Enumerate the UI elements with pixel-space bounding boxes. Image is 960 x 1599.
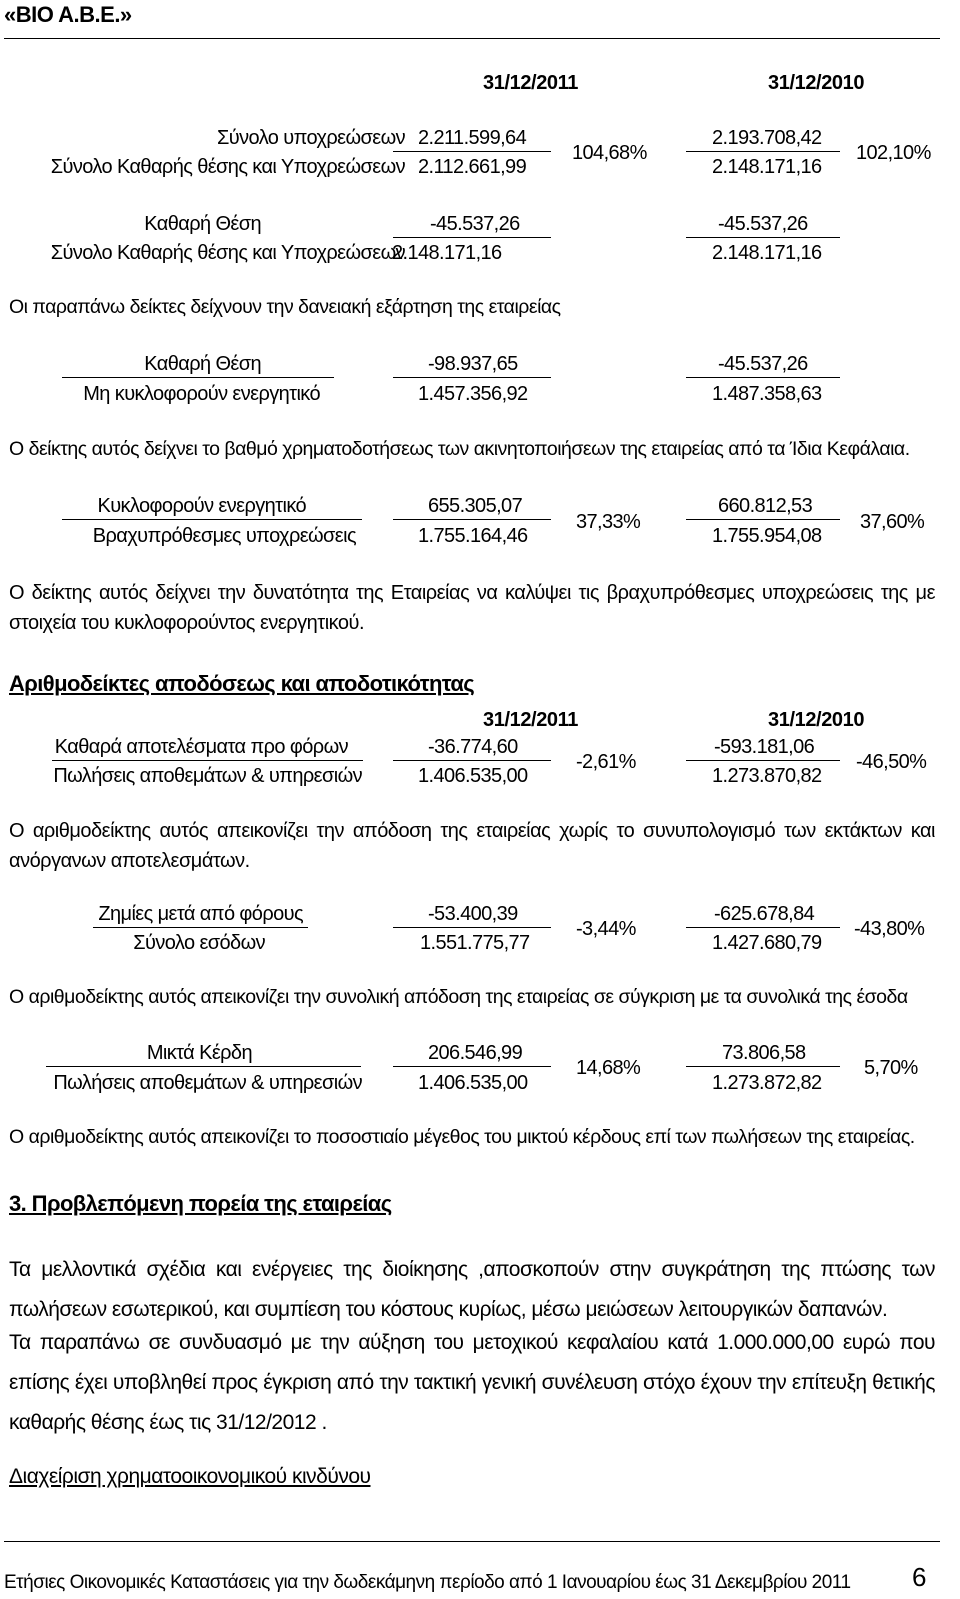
ratio4-pct-2010: 37,60% [860,511,925,533]
ratio3-top-2010: -45.537,26 [718,353,808,375]
ratio5-top-2011: -36.774,60 [428,736,518,758]
year-2010-header: 31/12/2010 [768,72,865,94]
ratio5-pct-2010: -46,50% [856,751,927,773]
ratio1-pct-2010: 102,10% [856,142,931,164]
ratio1-top-2011: 2.211.599,64 [418,127,527,149]
note-fixed-asset-financing: Ο δείκτης αυτός δείχνει το βαθμό χρηματοδοτήσεως των ακινητοποιήσεων της εταιρείας από τα Ίδια Κεφάλαια. [9,438,910,460]
forecast-paragraph-2: Τα παραπάνω σε συνδυασμό με την αύξηση του μετοχικού κεφαλαίου κατά 1.000.000,00 ευρώ που επίσης έχει υποβληθεί προς έγκριση από την τακτική γενική συνέλευση στόχο έχουν την επίτευξη θετικής καθαρής θέσης έως τις 31/12/2012 . [9,1331,935,1434]
ratio1-top-label: Σύνολο υποχρεώσεων [217,127,405,149]
ratio4-bottom-label: Βραχυπρόθεσμες υποχρεώσεις [92,525,356,547]
ratio2-top-2011: -45.537,26 [430,213,520,235]
ratio7-top-label: Μικτά Κέρδη [146,1042,252,1064]
ratio2-bottom-2011: 2.148.171,16 [392,242,502,264]
ratio6-divider-2010 [686,927,840,928]
ratio7-bottom-2010: 1.273.872,82 [712,1072,822,1094]
ratio4-rule-left [62,519,362,520]
forecast-section-title: 3. Προβλεπόμενη πορεία της εταιρείας [9,1191,392,1216]
ratio6-bottom-2011: 1.551.775,77 [420,932,530,954]
note-pretax-return: Ο αριθμοδείκτης αυτός απεικονίζει την απόδοση της εταιρείας χωρίς το συνυπολογισμό των εκτάκτων και ανόργανων αποτελεσμάτων. [9,820,935,872]
ratio7-pct-2011: 14,68% [576,1057,641,1079]
ratio6-top-2010: -625.678,84 [714,903,815,925]
footer-text: Ετήσιες Οικονομικές Καταστάσεις για την δωδεκάμηνη περίοδο από 1 Ιανουαρίου έως 31 Δεκεμβρίου 2011 [4,1572,851,1593]
ratio7-bottom-label: Πωλήσεις αποθεμάτων & υπηρεσιών [53,1072,362,1094]
ratio7-rule-left [46,1066,361,1067]
ratio3-rule-left [62,377,334,378]
ratio3-top-label: Καθαρή Θέση [144,353,261,375]
ratio5-divider-2010 [686,760,840,761]
ratio2-divider-2011 [393,237,551,238]
ratio5-bottom-2010: 1.273.870,82 [712,765,822,787]
ratio4-bottom-2010: 1.755.954,08 [712,525,822,547]
ratio1-bottom-2010: 2.148.171,16 [712,156,822,178]
ratio4-divider-2010 [686,519,840,520]
ratio1-bottom-label: Σύνολο Καθαρής θέσης και Υποχρεώσεων [50,156,405,178]
ratio2-bottom-2010: 2.148.171,16 [712,242,822,264]
ratio4-top-2010: 660.812,53 [718,495,813,517]
company-name: «ΒΙΟ Α.Β.Ε.» [4,2,132,27]
ratio1-divider-2010 [686,151,840,152]
ratio6-pct-2010: -43,80% [854,918,925,940]
ratio4-top-2011: 655.305,07 [428,495,523,517]
ratio1-bottom-2011: 2.112.661,99 [418,156,527,178]
footer-rule [4,1541,940,1542]
ratio5-top-label: Καθαρά αποτελέσματα προ φόρων [54,736,348,758]
ratio3-bottom-label: Μη κυκλοφορούν ενεργητικό [83,383,320,405]
ratio3-bottom-2010: 1.487.358,63 [712,383,822,405]
ratio2-divider-2010 [686,237,840,238]
returns-year-2010-header: 31/12/2010 [768,709,865,731]
ratio6-top-label: Ζημίες μετά από φόρους [98,903,303,925]
ratio1-pct-2011: 104,68% [572,142,647,164]
risk-section-title: Διαχείριση χρηματοοικονομικού κινδύνου [9,1465,371,1488]
ratio7-top-2011: 206.546,99 [428,1042,523,1064]
ratio6-pct-2011: -3,44% [576,918,636,940]
ratio4-pct-2011: 37,33% [576,511,641,533]
note-gross-margin: Ο αριθμοδείκτης αυτός απεικονίζει το ποσοστιαίο μέγεθος του μικτού κέρδους επί των πωλήσεων της εταιρείας. [9,1126,915,1148]
returns-section-title: Αριθμοδείκτες αποδόσεως και αποδοτικότητας [9,671,475,696]
ratio7-top-2010: 73.806,58 [722,1042,806,1064]
ratio4-divider-2011 [393,519,551,520]
ratio3-divider-2010 [686,377,840,378]
ratio7-divider-2011 [393,1066,551,1067]
ratio2-bottom-label: Σύνολο Καθαρής θέσης και Υποχρεώσεων [50,242,405,264]
year-2011-header: 31/12/2011 [483,72,578,94]
ratio2-top-label: Καθαρή Θέση [144,213,261,235]
note-liquidity: Ο δείκτης αυτός δείχνει την δυνατότητα της Εταιρείας να καλύψει τις βραχυπρόθεσμες υποχρεώσεις της με στοιχεία του κυκλοφορούντος ενεργητικού. [9,582,935,634]
ratio5-bottom-label: Πωλήσεις αποθεμάτων & υπηρεσιών [53,765,362,787]
ratio3-bottom-2011: 1.457.356,92 [418,383,528,405]
ratio7-divider-2010 [686,1066,840,1067]
ratio5-rule-left [52,760,363,761]
page-number: 6 [912,1562,927,1592]
ratio1-divider-2011 [393,151,551,152]
ratio6-bottom-2010: 1.427.680,79 [712,932,822,954]
forecast-paragraph-1: Τα μελλοντικά σχέδια και ενέργειες της διοίκησης ,αποσκοπούν στην συγκράτηση της πτώσης των πωλήσεων εσωτερικού, και συμπίεση του κόστους κυρίως, μέσω μειώσεων λειτουργικών δαπανών. [9,1258,935,1321]
ratio5-top-2010: -593.181,06 [714,736,815,758]
ratio6-bottom-label: Σύνολο εσόδων [133,932,265,954]
ratio2-top-2010: -45.537,26 [718,213,808,235]
ratio4-bottom-2011: 1.755.164,46 [418,525,528,547]
ratio7-bottom-2011: 1.406.535,00 [418,1072,528,1094]
ratio6-top-2011: -53.400,39 [428,903,518,925]
ratio6-divider-2011 [393,927,551,928]
ratio5-pct-2011: -2,61% [576,751,636,773]
ratio3-top-2011: -98.937,65 [428,353,518,375]
ratio6-rule-left [93,927,308,928]
ratio5-bottom-2011: 1.406.535,00 [418,765,528,787]
ratio7-pct-2010: 5,70% [864,1057,918,1079]
ratio5-divider-2011 [393,760,551,761]
ratio1-top-2010: 2.193.708,42 [712,127,822,149]
ratio3-divider-2011 [393,377,551,378]
note-debt-dependence: Οι παραπάνω δείκτες δείχνουν την δανειακή εξάρτηση της εταιρείας [9,296,561,318]
ratio4-top-label: Κυκλοφορούν ενεργητικό [97,495,306,517]
returns-year-2011-header: 31/12/2011 [483,709,578,731]
note-total-return: Ο αριθμοδείκτης αυτός απεικονίζει την συνολική απόδοση της εταιρείας σε σύγκριση με τα συνολικά της έσοδα [9,986,908,1008]
header-rule [4,38,940,39]
